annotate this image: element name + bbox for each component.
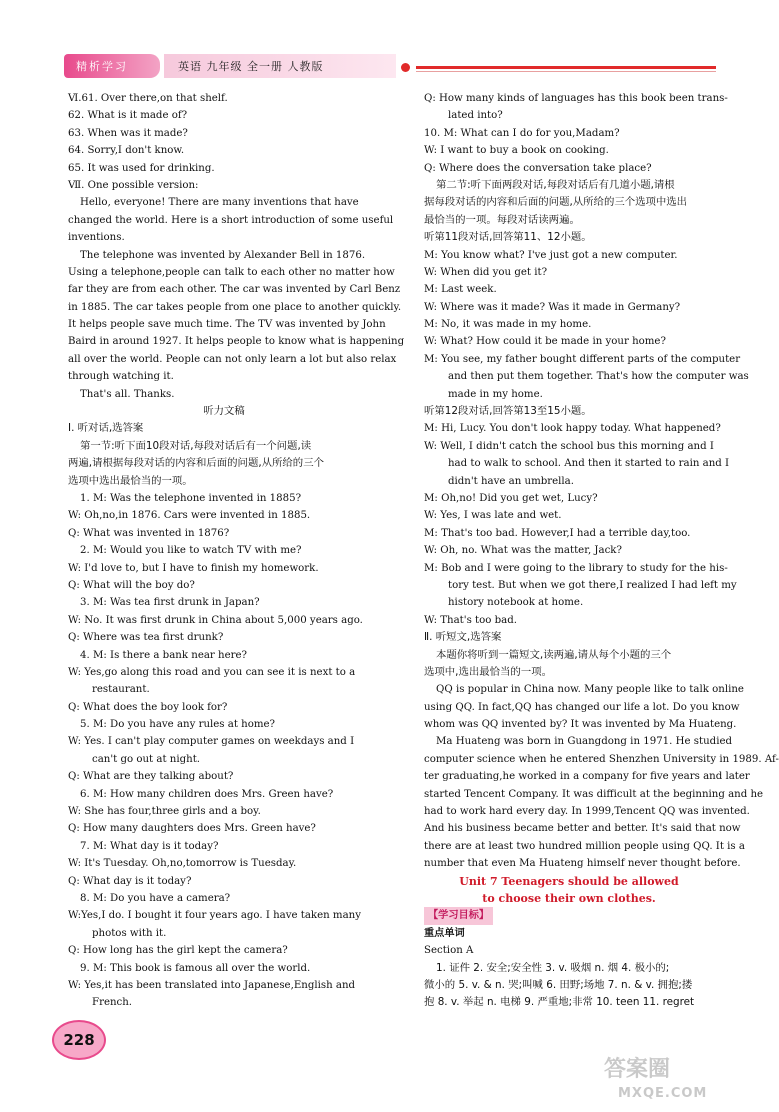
- left-line: Q: What does the boy look for?: [68, 701, 228, 713]
- right-line: tory test. But when we got there,I realized I had left my: [448, 579, 737, 591]
- header-tag-text: 精析学习: [76, 60, 128, 73]
- right-line: M: You see, my father bought different parts of the computer: [424, 353, 741, 365]
- right-line: number that even Ma Huateng himself never thought before.: [424, 858, 741, 870]
- right-line: QQ is popular in China now. Many people like to talk online: [436, 684, 744, 696]
- study-goal-row: [424, 907, 714, 924]
- left-line: Q: How many daughters does Mrs. Green have?: [68, 823, 316, 835]
- left-line: 1. M: Was the telephone invented in 1885?: [80, 492, 302, 504]
- left-line: 第一节:听下面10段对话,每段对话后有一个问题,读: [80, 439, 312, 452]
- page-number: 228: [63, 1031, 95, 1049]
- header-rule-thin: [416, 71, 716, 72]
- left-line: Baird in around 1927. It helps people to know what is happening: [68, 336, 405, 348]
- left-line: 7. M: What day is it today?: [80, 840, 219, 852]
- left-line: Ⅶ. One possible version:: [68, 179, 199, 191]
- right-line: W: What? How could it be made in your home?: [424, 336, 666, 348]
- left-line: in 1885. The car takes people from one place to another quickly.: [68, 301, 402, 313]
- right-line: 最恰当的一项。每段对话读两遍。: [424, 213, 580, 226]
- right-line: M: Oh,no! Did you get wet, Lucy?: [424, 492, 598, 504]
- left-line: Q: What are they talking about?: [68, 771, 234, 783]
- right-line: had to work hard every day. In 1999,Tencent QQ was invented.: [424, 806, 750, 818]
- study-goal: 【学习目标】: [424, 907, 493, 924]
- left-line: 3. M: Was tea first drunk in Japan?: [80, 597, 260, 609]
- right-line: Q: How many kinds of languages has this book been trans-: [424, 93, 728, 104]
- right-line: 第二节:听下面两段对话,每段对话后有几道小题,请根: [436, 178, 675, 191]
- unit-title: Unit 7 Teenagers should be allowed: [459, 874, 679, 888]
- left-line: 5. M: Do you have any rules at home?: [80, 719, 276, 731]
- left-line: Q: What day is it today?: [68, 875, 192, 887]
- left-line: 4. M: Is there a bank near here?: [80, 649, 247, 661]
- right-line: lated into?: [448, 110, 503, 122]
- right-line: had to walk to school. And then it started to rain and I: [448, 458, 730, 470]
- left-line: through watching it.: [68, 371, 174, 383]
- right-line: W: Where was it made? Was it made in Germany?: [424, 301, 681, 313]
- left-line: can't go out at night.: [92, 753, 201, 765]
- right-line: And his business became better and better. It's said that now: [424, 823, 741, 835]
- right-line: and then put them together. That's how the computer was: [448, 371, 749, 383]
- left-line: W: No. It was first drunk in China about 5,000 years ago.: [68, 614, 363, 626]
- left-line: Ⅰ. 听对话,选答案: [68, 422, 144, 435]
- right-line: Ma Huateng was born in Guangdong in 1971. He studied: [436, 736, 733, 748]
- unit-subtitle: to choose their own clothes.: [482, 891, 656, 905]
- left-line: W: Yes,it has been translated into Japanese,English and: [68, 979, 356, 991]
- left-line: Using a telephone,people can talk to each other no matter how: [68, 266, 395, 278]
- left-line: 63. When was it made?: [68, 127, 188, 139]
- left-line: Hello, everyone! There are many inventions that have: [80, 197, 359, 209]
- right-line: W: Well, I didn't catch the school bus this morning and I: [424, 440, 714, 452]
- left-line: That's all. Thanks.: [80, 388, 175, 400]
- left-line: Ⅵ.61. Over there,on that shelf.: [68, 93, 228, 104]
- right-line: computer science when he entered Shenzhen University in 1989. Af-: [424, 753, 779, 765]
- left-line: photos with it.: [92, 927, 167, 939]
- right-line: 据每段对话的内容和后面的问题,从所给的三个选项中选出: [424, 196, 688, 209]
- left-line: W: I'd love to, but I have to finish my homework.: [68, 562, 319, 574]
- left-line: far they are from each other. The car was invented by Carl Benz: [68, 284, 401, 296]
- left-line: 65. It was used for drinking.: [68, 162, 215, 174]
- left-line: W: It's Tuesday. Oh,no,tomorrow is Tuesday.: [68, 858, 297, 870]
- right-line: W: That's too bad.: [424, 614, 517, 626]
- left-line: changed the world. Here is a short introduction of some useful: [68, 214, 394, 226]
- right-line: ter graduating,he worked in a company for five years and later: [424, 771, 750, 783]
- left-line: inventions.: [68, 232, 125, 244]
- section-label: Section A: [424, 945, 474, 957]
- right-line: 本题你将听到一篇短文,读两遍,请从每个小题的三个: [436, 648, 672, 661]
- left-line: W: Yes. I can't play computer games on weekdays and I: [68, 736, 355, 748]
- left-line: all over the world. People can not only learn a lot but also relax: [68, 353, 397, 365]
- right-line: W: I want to buy a book on cooking.: [424, 145, 609, 157]
- left-line: 64. Sorry,I don't know.: [68, 145, 185, 157]
- right-line: W: Yes, I was late and wet.: [424, 510, 562, 522]
- right-line: 听第12段对话,回答第13至15小题。: [424, 405, 592, 418]
- left-line: 9. M: This book is famous all over the world.: [80, 962, 311, 974]
- right-line: W: When did you get it?: [424, 266, 548, 278]
- left-line: 62. What is it made of?: [68, 110, 188, 122]
- right-line: M: No, it was made in my home.: [424, 319, 592, 331]
- right-line: M: That's too bad. However,I had a terrible day,too.: [424, 527, 691, 539]
- watermark-url: MXQE.COM: [618, 1086, 708, 1101]
- right-line: Q: Where does the conversation take place?: [424, 162, 652, 174]
- watermark: 答案圈: [604, 1057, 671, 1082]
- right-line: started Tencent Company. It was difficult at the beginning and he: [424, 788, 764, 800]
- right-line: didn't have an umbrella.: [448, 475, 574, 487]
- right-line: whom was QQ invented by? It was invented by Ma Huateng.: [424, 719, 737, 731]
- left-line: Q: How long has the girl kept the camera?: [68, 945, 288, 957]
- right-line: 听第11段对话,回答第11、12小题。: [424, 231, 592, 244]
- left-line: 6. M: How many children does Mrs. Green have?: [80, 788, 334, 800]
- left-line: W: Yes,go along this road and you can see it is next to a: [68, 666, 356, 678]
- right-line: Ⅱ. 听短文,选答案: [424, 631, 502, 644]
- right-line: using QQ. In fact,QQ has changed our life a lot. Do you know: [424, 701, 740, 713]
- right-line: M: Last week.: [424, 284, 497, 296]
- header-rule: [416, 66, 716, 69]
- left-line: restaurant.: [92, 684, 150, 696]
- left-column: [68, 90, 405, 1012]
- left-line: 2. M: Would you like to watch TV with me?: [80, 545, 302, 557]
- left-line: W:Yes,I do. I bought it four years ago. I have taken many: [68, 910, 361, 922]
- left-line: Q: Where was tea first drunk?: [68, 632, 224, 644]
- left-line: Q: What will the boy do?: [68, 579, 195, 591]
- right-line: W: Oh, no. What was the matter, Jack?: [424, 545, 622, 557]
- right-line: there are at least two hundred million people using QQ. It is a: [424, 840, 745, 852]
- header-dot: [401, 63, 410, 72]
- header-title: 英语 九年级 全一册 人教版: [178, 60, 324, 73]
- left-line: 听力文稿: [203, 405, 245, 418]
- left-line: W: Oh,no,in 1876. Cars were invented in 1885.: [68, 510, 311, 522]
- left-line: 选项中选出最恰当的一项。: [68, 474, 193, 487]
- vocab-line: 微小的 5. v. & n. 哭;叫喊 6. 田野;场地 7. n. & v. 拥抱;搂: [424, 978, 693, 991]
- left-line: 8. M: Do you have a camera?: [80, 892, 231, 904]
- left-line: The telephone was invented by Alexander Bell in 1876.: [80, 249, 366, 261]
- right-column: [424, 90, 779, 1012]
- vocab-line: 1. 证件 2. 安全;安全性 3. v. 吸烟 n. 烟 4. 极小的;: [436, 961, 670, 974]
- right-line: M: You know what? I've just got a new computer.: [424, 249, 678, 261]
- header-tag: [64, 54, 160, 78]
- right-line: M: Hi, Lucy. You don't look happy today. What happened?: [424, 423, 721, 435]
- key-words-heading: 重点单词: [424, 927, 465, 939]
- right-line: history notebook at home.: [448, 597, 584, 609]
- right-line: 10. M: What can I do for you,Madam?: [424, 127, 620, 139]
- right-line: made in my home.: [448, 388, 543, 400]
- right-line: M: Bob and I were going to the library to study for the his-: [424, 562, 728, 574]
- left-line: French.: [92, 997, 133, 1009]
- vocab-line: 抱 8. v. 举起 n. 电梯 9. 严重地;非常 10. teen 11. regret: [424, 996, 695, 1009]
- left-line: 两遍,请根据每段对话的内容和后面的问题,从所给的三个: [68, 457, 324, 470]
- page-number-badge: [52, 1020, 106, 1060]
- right-line: 选项中,选出最恰当的一项。: [424, 665, 552, 678]
- left-line: W: She has four,three girls and a boy.: [68, 806, 261, 818]
- left-line: Q: What was invented in 1876?: [68, 527, 230, 539]
- page-header: [60, 52, 720, 82]
- left-line: It helps people save much time. The TV was invented by John: [68, 319, 386, 331]
